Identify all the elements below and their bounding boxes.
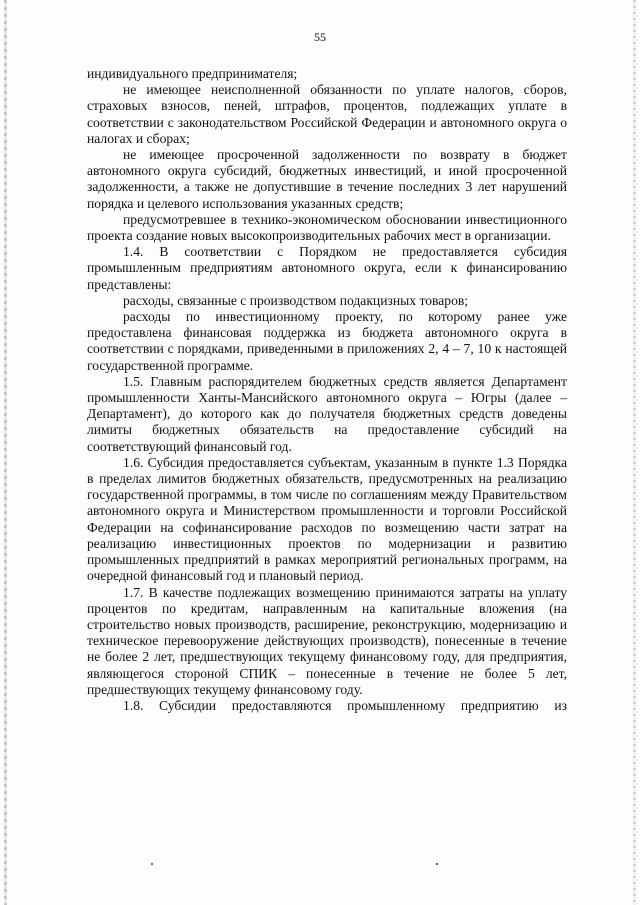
scan-speck — [151, 863, 153, 865]
scan-edge-right — [633, 0, 636, 905]
paragraph-clause-1-6: 1.6. Субсидия предоставляется субъектам, указанным в пункте 1.3 Порядка в пределах лимитов бюджетных обязательств, предусмотренных на реализацию государственной программы, в том числе по соглашениям между Правительством автономного округа и Министерством промышленности и торговли Российской Федерации на софинансирование расходов по возмещению части затрат на реализацию инвестиционных проектов по модернизации и развитию промышленных предприятий в рамках мероприятий региональных программ, на очередной финансовый год и плановый период. — [87, 454, 567, 584]
paragraph-4: предусмотревшее в технико-экономическом обосновании инвестиционного проекта создание новых высокопроизводительных рабочих мест в организации. — [87, 211, 567, 244]
paragraph-clause-1-5: 1.5. Главным распорядителем бюджетных средств является Департамент промышленности Ханты-Мансийского автономного округа – Югры (далее – Департамент), до которого как до получателя бюджетных средств доведены лимиты бюджетных обязательств на предоставление субсидий на соответствующий финансовый год. — [87, 373, 567, 454]
scan-edge-left — [4, 0, 7, 905]
paragraph-2: не имеющее неисполненной обязанности по уплате налогов, сборов, страховых взносов, пеней, штрафов, процентов, подлежащих уплате в соответствии с законодательством Российской Федерации и автономного округа о налогах и сборах; — [87, 82, 567, 146]
scan-speck — [436, 863, 438, 865]
paragraph-clause-1-7: 1.7. В качестве подлежащих возмещению принимаются затраты на уплату процентов по кредитам, направленным на капитальные вложения (на строительство новых производств, расширение, реконструкцию, модернизацию и техническое перевооружение действующих производств), понесенные в течение не более 2 лет, предшествующих текущему финансовому году, для предприятия, являющегося стороной СПИК – понесенные в течение не более 5 лет, предшествующих текущему финансовому году. — [87, 584, 567, 697]
paragraph-7: расходы по инвестиционному проекту, по которому ранее уже предоставлена финансовая поддержка из бюджета автономного округа в соответствии с порядками, приведенными в приложениях 2, 4 – 7, 10 к настоящей государственной программе. — [87, 309, 567, 373]
paragraph-3: не имеющее просроченной задолженности по возврату в бюджет автономного округа субсидий, бюджетных инвестиций, и иной просроченной задолженности, а также не допустившие в течение последних 3 лет нарушений порядка и целевого использования указанных средств; — [87, 147, 567, 211]
paragraph-6: расходы, связанные с производством подакцизных товаров; — [123, 292, 469, 308]
document-body — [87, 66, 567, 714]
page-number: 55 — [314, 30, 326, 44]
paragraph-clause-1-4: 1.4. В соответствии с Порядком не предоставляется субсидия промышленным предприятиям автономного округа, если к финансированию представлены: — [87, 244, 567, 292]
paragraph-1: индивидуального предпринимателя; — [87, 66, 298, 81]
paragraph-clause-1-8: 1.8. Субсидии предоставляются промышленному предприятию из — [123, 697, 567, 713]
